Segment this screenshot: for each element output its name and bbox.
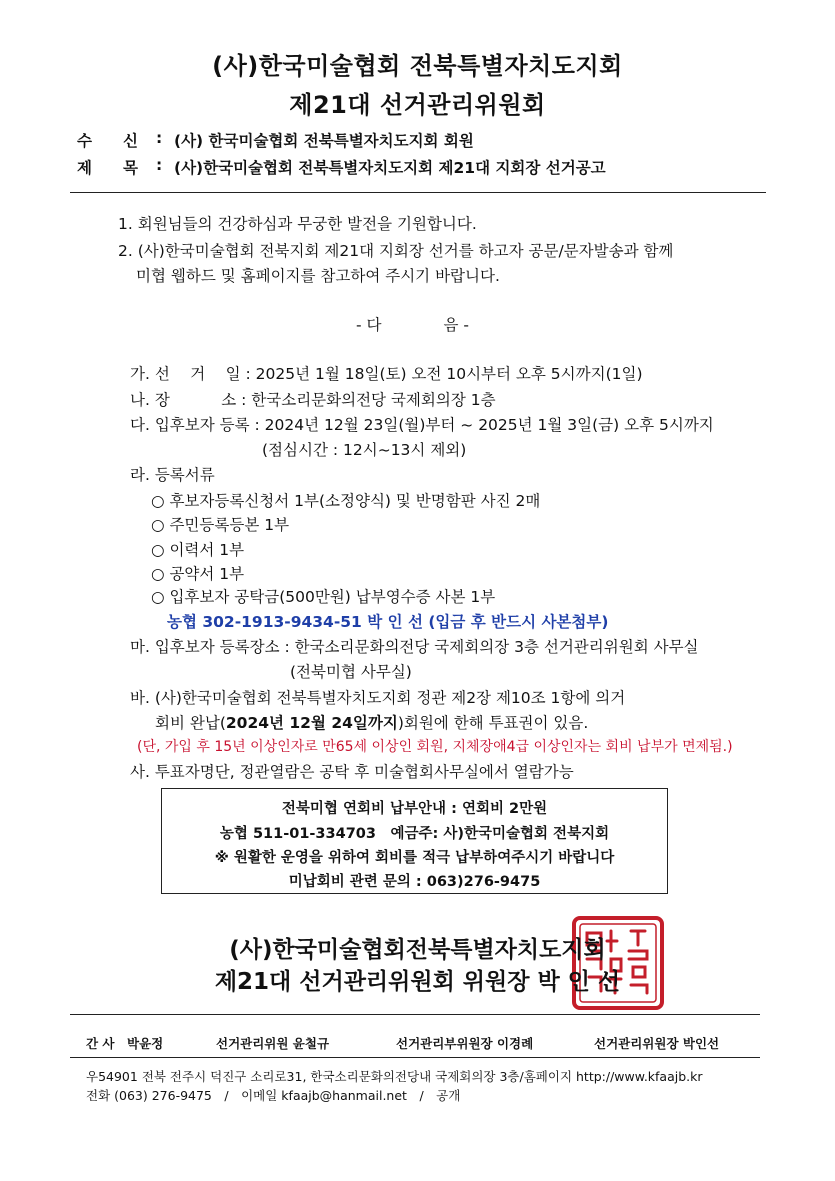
- item-registration-note: (점심시간 : 12시~13시 제외): [262, 441, 467, 459]
- recipient-label: 수 신: [77, 132, 138, 150]
- item-registration: 다. 입후보자 등록 : 2024년 12월 23일(월)부터 ~ 2025년 1월 3일(금) 오후 5시까지: [130, 416, 714, 434]
- committee-title: 제21대 선거관리위원회: [289, 91, 546, 119]
- doc-item: ○ 공약서 1부: [151, 565, 245, 583]
- subject-value: (사)한국미술협회 전북특별자치도지회 제21대 지회장 선거공고: [174, 159, 606, 177]
- signature-chair: 제21대 선거관리위원회 위원장 박 인 선: [214, 969, 621, 995]
- fee-box-line-2: 농협 511-01-334703 예금주: 사)한국미술협회 전북지회: [219, 826, 610, 842]
- staff-vice-chair: 선거관리부위원장 이경례: [396, 1036, 534, 1051]
- item-voting-rule-2: [155, 711, 588, 733]
- recipient-value: (사) 한국미술협회 전북특별자치도지회 회원: [174, 132, 474, 150]
- voting-rule-pre: 회비 완납(: [155, 714, 226, 732]
- footer-divider-2: [70, 1057, 760, 1058]
- item-documents: 라. 등록서류: [130, 466, 215, 484]
- deposit-account-note: 농협 302-1913-9434-51 박 인 선 (입금 후 반드시 사본첨부): [167, 613, 609, 631]
- item-registration-place: 마. 입후보자 등록장소 : 한국소리문화의전당 국제회의장 3층 선거관리위원회 사무실: [130, 638, 699, 656]
- fee-box-line-4: 미납회비 관련 문의 : 063)276-9475: [288, 874, 541, 890]
- subject-colon: :: [156, 156, 163, 174]
- intro-line-2: 2. (사)한국미술협회 전북지회 제21대 지회장 선거를 하고자 공문/문자발송과 함께: [118, 242, 674, 260]
- notice-heading: - 다 음 -: [356, 316, 469, 334]
- doc-item: ○ 후보자등록신청서 1부(소정양식) 및 반명함판 사진 2매: [151, 492, 541, 510]
- item-registration-place-note: (전북미협 사무실): [290, 663, 412, 681]
- voting-rule-deadline: 2024년 12월 24일까지: [225, 714, 398, 732]
- contact-address: 우54901 전북 전주시 덕진구 소리로31, 한국소리문화의전당내 국제회의장 3층/홈페이지 http://www.kfaajb.kr: [86, 1069, 703, 1084]
- footer-divider: [70, 1014, 760, 1015]
- doc-item: ○ 입후보자 공탁금(500만원) 납부영수증 사본 1부: [151, 588, 496, 606]
- doc-item: ○ 이력서 1부: [151, 541, 245, 559]
- voting-rule-post: )회원에 한해 투표권이 있음.: [397, 714, 589, 732]
- intro-line-1: 1. 회원님들의 건강하심과 무궁한 발전을 기원합니다.: [118, 215, 477, 233]
- fee-box-line-3: ※ 원활한 운영을 위하여 회비를 적극 납부하여주시기 바랍니다: [214, 850, 615, 866]
- item-voting-rule: 바. (사)한국미술협회 전북특별자치도지회 정관 제2장 제10조 1항에 의거: [130, 689, 626, 707]
- staff-member: 선거관리위원 윤철규: [216, 1036, 330, 1051]
- subject-label: 제 목: [77, 159, 138, 177]
- doc-item: ○ 주민등록등본 1부: [151, 516, 290, 534]
- voting-exemption-note: (단, 가입 후 15년 이상인자로 만65세 이상인 회원, 지체장애4급 이상인자는 회비 납부가 면제됨.): [137, 739, 733, 755]
- signature-org: (사)한국미술협회전북특별자치도지회: [229, 937, 606, 963]
- recipient-colon: :: [156, 129, 163, 147]
- membership-fee-box: [161, 788, 668, 894]
- item-venue: 나. 장 소 : 한국소리문화의전당 국제회의장 1층: [130, 391, 496, 409]
- header-divider: [70, 192, 766, 193]
- intro-line-3: 미협 웹하드 및 홈페이지를 참고하여 주시기 바랍니다.: [136, 267, 500, 285]
- fee-box-line-1: 전북미협 연회비 납부안내 : 연회비 2만원: [281, 801, 548, 817]
- staff-secretary: 간 사 박윤정: [86, 1036, 164, 1051]
- contact-phone-email: 전화 (063) 276-9475 / 이메일 kfaajb@hanmail.net / 공개: [86, 1088, 461, 1103]
- org-title: (사)한국미술협회 전북특별자치도지회: [212, 52, 623, 80]
- staff-chair: 선거관리위원장 박인선: [594, 1036, 720, 1051]
- item-voter-list: 사. 투표자명단, 정관열람은 공탁 후 미술협회사무실에서 열람가능: [130, 763, 574, 781]
- item-election-date: 가. 선 거 일 : 2025년 1월 18일(토) 오전 10시부터 오후 5시까지(1일): [130, 365, 643, 383]
